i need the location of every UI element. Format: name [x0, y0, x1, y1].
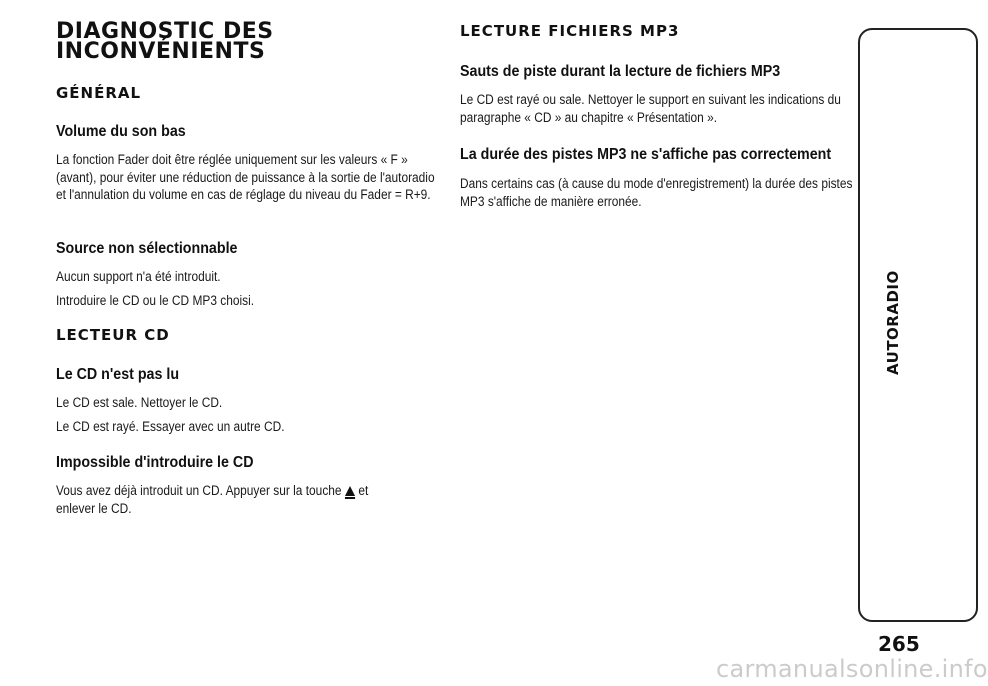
watermark: carmanualsonline.info: [716, 655, 988, 683]
title-line-2: INCONVÉNIENTS: [56, 39, 266, 64]
side-tab-frame: [858, 28, 978, 622]
heading-skips: Sauts de piste durant la lecture de fichiers MP3: [460, 63, 781, 80]
page-title: [56, 19, 274, 64]
insert-text-before: Vous avez déjà introduit un CD. Appuyer sur la touche: [56, 483, 342, 499]
paragraph-volume: La fonction Fader doit être réglée uniquement sur les valeurs « F » (avant), pour éviter une réduction de puissance à la sortie de l'autoradio et l'annulation du volume en cas de réglage du niveau du Fader = R+9.: [56, 152, 435, 203]
heading-duration: La durée des pistes MP3 ne s'affiche pas correctement: [460, 146, 832, 163]
heading-not-read: Le CD n'est pas lu: [56, 366, 180, 383]
paragraph-not-read-1: Le CD est sale. Nettoyer le CD.: [56, 395, 223, 411]
section-heading-cd-player: LECTEUR CD: [56, 326, 170, 344]
title-line-1: DIAGNOSTIC DES: [56, 19, 274, 44]
side-tab-label: AUTORADIO: [884, 270, 902, 375]
paragraph-source-1: Aucun support n'a été introduit.: [56, 269, 221, 285]
paragraph-duration: Dans certains cas (à cause du mode d'enregistrement) la durée des pistes MP3 s'affiche de manière erronée.: [460, 176, 853, 210]
section-heading-mp3: LECTURE FICHIERS MP3: [460, 22, 680, 40]
paragraph-not-read-2: Le CD est rayé. Essayer avec un autre CD.: [56, 419, 285, 435]
heading-insert: Impossible d'introduire le CD: [56, 454, 254, 471]
paragraph-skips: Le CD est rayé ou sale. Nettoyer le support en suivant les indications du paragraphe « CD » au chapitre « Présentation ».: [460, 92, 841, 126]
page-number: 265: [878, 632, 920, 656]
heading-volume: Volume du son bas: [56, 123, 186, 140]
section-heading-general: GÉNÉRAL: [56, 84, 142, 102]
insert-text-line2: enlever le CD.: [56, 500, 132, 517]
paragraph-source-2: Introduire le CD ou le CD MP3 choisi.: [56, 293, 255, 309]
paragraph-insert: [56, 483, 438, 518]
insert-text-after: et: [358, 483, 369, 499]
heading-source: Source non sélectionnable: [56, 240, 238, 257]
eject-icon: [345, 486, 355, 496]
